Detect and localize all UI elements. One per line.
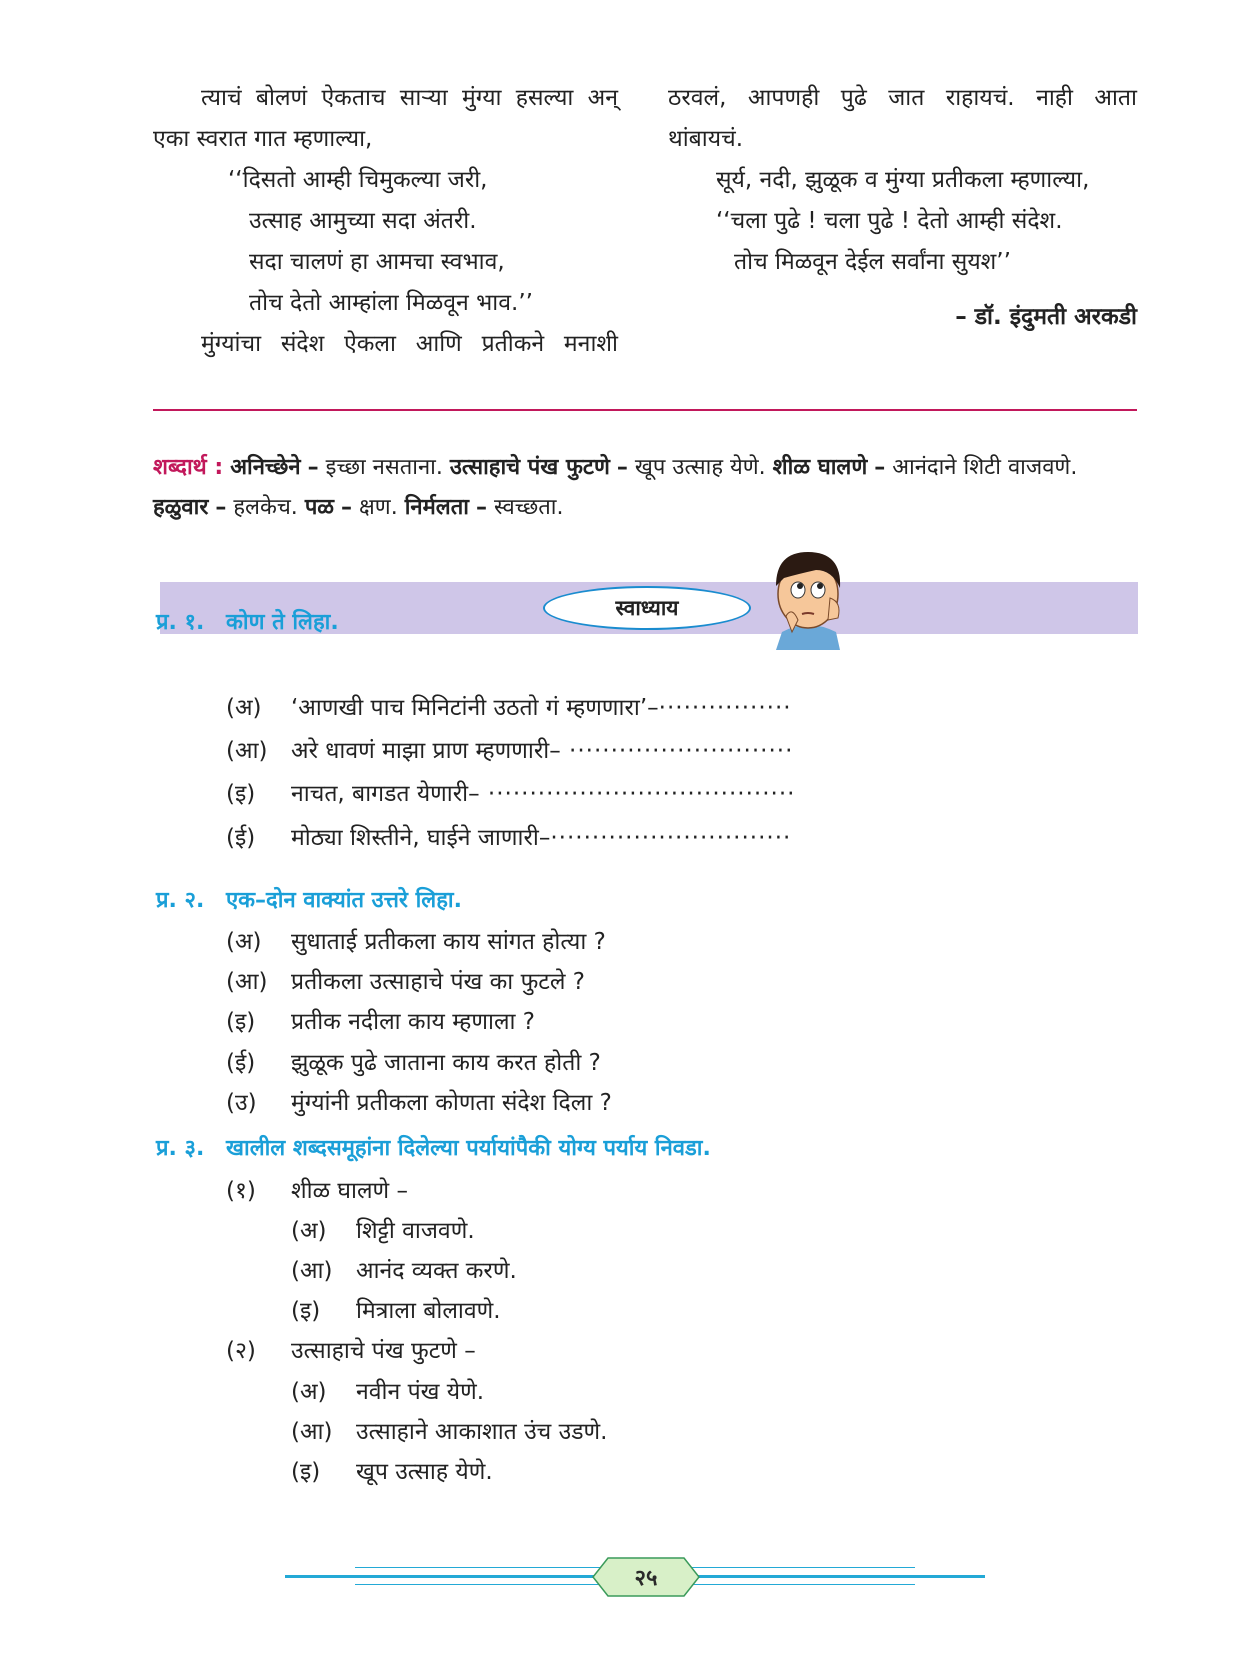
verse-line: तोच मिळवून देईल सर्वांना सुयश’’ xyxy=(734,249,1011,275)
glossary-term: शीळ घालणे xyxy=(772,455,868,480)
item-text xyxy=(291,820,791,852)
glossary-meaning: आनंदाने शिटी वाजवणे. xyxy=(892,455,1078,480)
question-number: प्र. ३. xyxy=(156,1136,205,1161)
section-divider xyxy=(153,409,1137,411)
item-text: शीळ घालणे – xyxy=(291,1178,408,1204)
verse-line: उत्साह आमुच्या सदा अंतरी. xyxy=(249,208,477,234)
story-paragraph: एका स्वरात गात म्हणाल्या, xyxy=(153,126,373,152)
glossary-dash: – xyxy=(874,455,886,480)
item-text: उत्साहाचे पंख फुटणे – xyxy=(291,1338,476,1364)
option-text: नवीन पंख येणे. xyxy=(356,1379,485,1405)
item-label: (ई) xyxy=(226,1050,256,1076)
option-text: शिट्टी वाजवणे. xyxy=(356,1218,475,1244)
option-label: (इ) xyxy=(291,1298,321,1324)
glossary-dash: – xyxy=(475,495,487,520)
glossary-meaning: खूप उत्साह येणे. xyxy=(634,455,766,480)
answer-blank: ····························· xyxy=(550,825,792,851)
verse-line: ‘‘दिसतो आम्ही चिमुकल्या जरी, xyxy=(228,167,488,193)
question-title: खालील शब्दसमूहांना दिलेल्या पर्यायांपैकी योग्य पर्याय निवडा. xyxy=(226,1136,711,1161)
option-text: खूप उत्साह येणे. xyxy=(356,1459,493,1485)
option-label: (इ) xyxy=(291,1459,321,1485)
glossary-dash: – xyxy=(616,455,628,480)
item-label: (उ) xyxy=(226,1090,257,1116)
story-paragraph: त्याचं बोलणं ऐकताच साऱ्या मुंग्या हसल्या अन् xyxy=(201,85,618,111)
item-text-content: मोठ्या शिस्तीने, घाईने जाणारी– xyxy=(291,825,551,851)
glossary-meaning: इच्छा नसताना. xyxy=(325,455,443,480)
story-paragraph: सूर्य, नदी, झुळूक व मुंग्या प्रतीकला म्हणाल्या, xyxy=(716,167,1090,193)
question-3-heading xyxy=(156,1132,711,1162)
glossary-term: उत्साहाचे पंख फुटणे xyxy=(449,455,610,480)
option-text: उत्साहाने आकाशात उंच उडणे. xyxy=(356,1419,608,1445)
option-text: मित्राला बोलावणे. xyxy=(356,1298,501,1324)
verse-line: ‘‘चला पुढे ! चला पुढे ! देतो आम्ही संदेश. xyxy=(716,208,1063,234)
exercise-title: स्वाध्याय xyxy=(543,586,751,630)
question-title: कोण ते लिहा. xyxy=(226,610,339,635)
option-text: आनंद व्यक्त करणे. xyxy=(356,1258,517,1284)
glossary-term: निर्मलता xyxy=(404,495,469,520)
item-label: (अ) xyxy=(226,695,262,721)
item-text: झुळूक पुढे जाताना काय करत होती ? xyxy=(291,1050,601,1076)
item-text-content: ‘आणखी पाच मिनिटांनी उठतो गं म्हणणारा’– xyxy=(291,695,659,721)
glossary-meaning: क्षण. xyxy=(359,495,398,520)
story-paragraph: ठरवलं, आपणही पुढे जात राहायचं. नाही आता xyxy=(668,85,1137,111)
glossary-term: पळ xyxy=(304,495,335,520)
item-text-content: नाचत, बागडत येणारी– xyxy=(291,781,480,807)
item-label: (१) xyxy=(226,1178,256,1204)
author-credit: – डॉ. इंदुमती अरकडी xyxy=(955,304,1137,330)
item-text: मुंग्यांनी प्रतीकला कोणता संदेश दिला ? xyxy=(291,1090,612,1116)
question-1-heading xyxy=(156,606,339,636)
glossary-term: हळुवार xyxy=(153,495,209,520)
item-text: प्रतीकला उत्साहाचे पंख का फुटले ? xyxy=(291,969,586,995)
glossary-meaning: हलकेच. xyxy=(233,495,298,520)
question-2-heading xyxy=(156,884,462,914)
item-label: (आ) xyxy=(226,738,268,764)
item-label: (इ) xyxy=(226,781,256,807)
thinking-boy-illustration xyxy=(762,540,854,650)
glossary-dash: – xyxy=(307,455,319,480)
glossary xyxy=(153,448,1137,528)
option-label: (आ) xyxy=(291,1419,333,1445)
item-text xyxy=(291,690,792,722)
question-number: प्र. १. xyxy=(156,610,205,635)
answer-blank: ····································· xyxy=(479,781,796,807)
item-text xyxy=(291,776,795,808)
item-text: सुधाताई प्रतीकला काय सांगत होत्या ? xyxy=(291,929,606,955)
item-label: (अ) xyxy=(226,929,262,955)
question-number: प्र. २. xyxy=(156,888,205,913)
item-text: प्रतीक नदीला काय म्हणाला ? xyxy=(291,1009,536,1035)
answer-blank: ··························· xyxy=(560,738,794,764)
story-paragraph: थांबायचं. xyxy=(668,126,744,152)
verse-line: तोच देतो आम्हांला मिळवून भाव.’’ xyxy=(249,290,533,316)
option-label: (अ) xyxy=(291,1218,327,1244)
page-number: २५ xyxy=(634,1566,658,1591)
answer-blank: ················ xyxy=(658,695,792,721)
item-label: (२) xyxy=(226,1338,256,1364)
glossary-meaning: स्वच्छता. xyxy=(493,495,564,520)
glossary-label: शब्दार्थ : xyxy=(153,455,224,480)
item-label: (ई) xyxy=(226,825,256,851)
option-label: (अ) xyxy=(291,1379,327,1405)
verse-line: सदा चालणं हा आमचा स्वभाव, xyxy=(249,249,505,275)
story-right-column xyxy=(668,78,1137,338)
item-text-content: अरे धावणं माझा प्राण म्हणणारी– xyxy=(291,738,561,764)
item-label: (आ) xyxy=(226,969,268,995)
story-left-column xyxy=(153,78,618,365)
glossary-dash: – xyxy=(215,495,227,520)
glossary-term: अनिच्छेने xyxy=(230,455,301,480)
option-label: (आ) xyxy=(291,1258,333,1284)
item-text xyxy=(291,733,793,765)
glossary-dash: – xyxy=(341,495,353,520)
story-paragraph: मुंग्यांचा संदेश ऐकला आणि प्रतीकने मनाशी xyxy=(201,331,618,357)
item-label: (इ) xyxy=(226,1009,256,1035)
question-title: एक–दोन वाक्यांत उत्तरे लिहा. xyxy=(226,888,462,913)
